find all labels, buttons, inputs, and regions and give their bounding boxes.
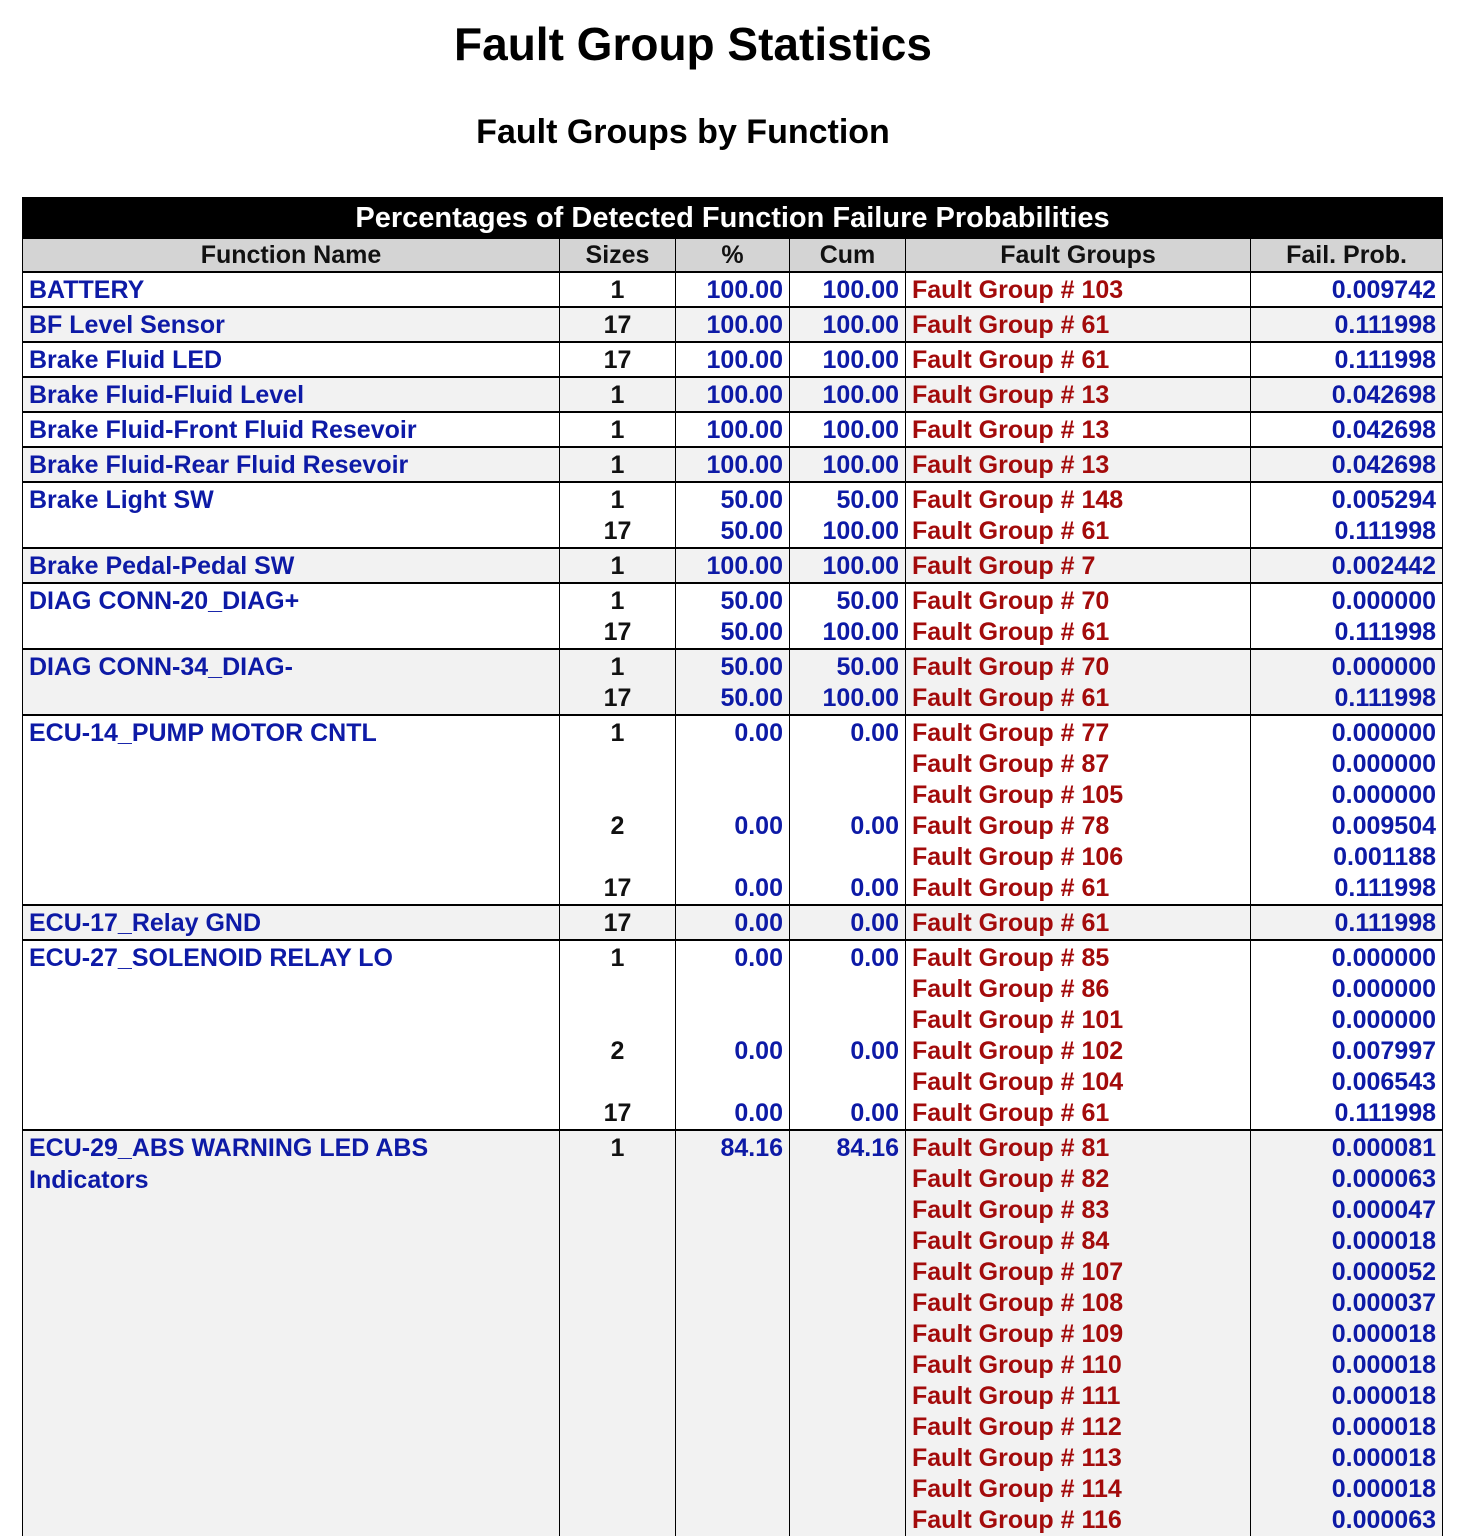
function-name-cell: Brake Fluid-Rear Fluid Resevoir xyxy=(23,447,560,482)
size-cell xyxy=(560,749,676,780)
cum-cell: 0.00 xyxy=(790,940,906,974)
function-name-cell: DIAG CONN-34_DIAG- xyxy=(23,649,560,715)
size-cell: 1 xyxy=(560,649,676,683)
cum-cell: 100.00 xyxy=(790,683,906,715)
fail-prob-cell: 0.000000 xyxy=(1251,649,1443,683)
percent-cell: 50.00 xyxy=(676,683,790,715)
header-function-name: Function Name xyxy=(23,239,560,273)
fail-prob-cell: 0.000081 xyxy=(1251,1130,1443,1164)
fault-group-cell: Fault Group # 87 xyxy=(906,749,1251,780)
size-cell: 2 xyxy=(560,811,676,842)
fault-group-cell: Fault Group # 13 xyxy=(906,447,1251,482)
percent-cell xyxy=(676,842,790,873)
fail-prob-cell: 0.042698 xyxy=(1251,447,1443,482)
size-cell xyxy=(560,974,676,1005)
cum-cell: 0.00 xyxy=(790,1098,906,1130)
fault-group-cell: Fault Group # 7 xyxy=(906,548,1251,583)
fail-prob-cell: 0.000000 xyxy=(1251,780,1443,811)
percent-cell: 100.00 xyxy=(676,342,790,377)
cum-cell: 0.00 xyxy=(790,1036,906,1067)
percent-cell: 50.00 xyxy=(676,482,790,516)
fault-group-cell: Fault Group # 77 xyxy=(906,715,1251,749)
table-row xyxy=(23,307,1443,342)
percent-cell xyxy=(676,1226,790,1257)
percent-cell: 0.00 xyxy=(676,1036,790,1067)
percent-cell xyxy=(676,1381,790,1412)
table-row xyxy=(23,715,1443,749)
cum-cell: 100.00 xyxy=(790,617,906,649)
size-cell: 1 xyxy=(560,1130,676,1164)
fault-group-cell: Fault Group # 105 xyxy=(906,780,1251,811)
fault-group-cell: Fault Group # 70 xyxy=(906,583,1251,617)
percent-cell: 100.00 xyxy=(676,412,790,447)
percent-cell: 50.00 xyxy=(676,617,790,649)
table-row xyxy=(23,482,1443,516)
fault-group-cell: Fault Group # 108 xyxy=(906,1288,1251,1319)
function-name-cell: Brake Pedal-Pedal SW xyxy=(23,548,560,583)
size-cell xyxy=(560,1195,676,1226)
cum-cell: 100.00 xyxy=(790,516,906,548)
size-cell: 1 xyxy=(560,548,676,583)
fail-prob-cell: 0.000000 xyxy=(1251,940,1443,974)
table-banner: Percentages of Detected Function Failure Probabilities xyxy=(23,198,1443,239)
fault-group-cell: Fault Group # 101 xyxy=(906,1005,1251,1036)
cum-cell xyxy=(790,1067,906,1098)
fault-group-cell: Fault Group # 85 xyxy=(906,940,1251,974)
fault-group-cell: Fault Group # 61 xyxy=(906,307,1251,342)
percent-cell: 100.00 xyxy=(676,447,790,482)
percent-cell: 0.00 xyxy=(676,1098,790,1130)
fault-group-cell: Fault Group # 84 xyxy=(906,1226,1251,1257)
fault-group-cell: Fault Group # 112 xyxy=(906,1412,1251,1443)
size-cell xyxy=(560,1164,676,1195)
fail-prob-cell: 0.111998 xyxy=(1251,1098,1443,1130)
function-name-cell: BATTERY xyxy=(23,272,560,307)
fail-prob-cell: 0.009504 xyxy=(1251,811,1443,842)
cum-cell xyxy=(790,1381,906,1412)
percent-cell: 50.00 xyxy=(676,516,790,548)
size-cell: 17 xyxy=(560,342,676,377)
size-cell: 1 xyxy=(560,272,676,307)
percent-cell: 0.00 xyxy=(676,873,790,905)
percent-cell: 0.00 xyxy=(676,905,790,940)
fail-prob-cell: 0.111998 xyxy=(1251,683,1443,715)
fault-group-cell: Fault Group # 111 xyxy=(906,1381,1251,1412)
fail-prob-cell: 0.000047 xyxy=(1251,1195,1443,1226)
size-cell xyxy=(560,1319,676,1350)
size-cell xyxy=(560,780,676,811)
percent-cell xyxy=(676,1195,790,1226)
cum-cell: 0.00 xyxy=(790,873,906,905)
size-cell: 17 xyxy=(560,905,676,940)
percent-cell xyxy=(676,1164,790,1195)
fail-prob-cell: 0.000018 xyxy=(1251,1474,1443,1505)
function-name-cell: Brake Fluid LED xyxy=(23,342,560,377)
function-name-cell: Brake Fluid-Front Fluid Resevoir xyxy=(23,412,560,447)
function-name-cell: ECU-27_SOLENOID RELAY LO xyxy=(23,940,560,1130)
size-cell: 1 xyxy=(560,412,676,447)
cum-cell xyxy=(790,1195,906,1226)
size-cell: 2 xyxy=(560,1036,676,1067)
size-cell: 17 xyxy=(560,1098,676,1130)
cum-cell xyxy=(790,1257,906,1288)
cum-cell xyxy=(790,842,906,873)
cum-cell xyxy=(790,749,906,780)
function-name-cell: Brake Fluid-Fluid Level xyxy=(23,377,560,412)
cum-cell: 100.00 xyxy=(790,272,906,307)
cum-cell: 50.00 xyxy=(790,649,906,683)
fault-group-cell: Fault Group # 61 xyxy=(906,683,1251,715)
size-cell: 1 xyxy=(560,715,676,749)
fault-group-cell: Fault Group # 107 xyxy=(906,1257,1251,1288)
page-subtitle: Fault Groups by Function xyxy=(476,113,890,151)
fault-group-cell: Fault Group # 106 xyxy=(906,842,1251,873)
size-cell xyxy=(560,1474,676,1505)
percent-cell xyxy=(676,974,790,1005)
percent-cell xyxy=(676,780,790,811)
header-cum: Cum xyxy=(790,239,906,273)
table-row xyxy=(23,649,1443,683)
fail-prob-cell: 0.000018 xyxy=(1251,1381,1443,1412)
cum-cell: 100.00 xyxy=(790,307,906,342)
header-sizes: Sizes xyxy=(560,239,676,273)
header-percent: % xyxy=(676,239,790,273)
cum-cell: 100.00 xyxy=(790,342,906,377)
percent-cell xyxy=(676,1319,790,1350)
fail-prob-cell: 0.000000 xyxy=(1251,583,1443,617)
fail-prob-cell: 0.000000 xyxy=(1251,1005,1443,1036)
fault-group-cell: Fault Group # 78 xyxy=(906,811,1251,842)
cum-cell xyxy=(790,1350,906,1381)
percent-cell xyxy=(676,1443,790,1474)
fault-group-cell: Fault Group # 109 xyxy=(906,1319,1251,1350)
fail-prob-cell: 0.000018 xyxy=(1251,1319,1443,1350)
table-row xyxy=(23,940,1443,974)
fault-group-cell: Fault Group # 103 xyxy=(906,272,1251,307)
fail-prob-cell: 0.005294 xyxy=(1251,482,1443,516)
percent-cell xyxy=(676,1350,790,1381)
table-row xyxy=(23,548,1443,583)
fail-prob-cell: 0.000063 xyxy=(1251,1505,1443,1536)
fault-group-cell: Fault Group # 61 xyxy=(906,873,1251,905)
size-cell: 17 xyxy=(560,307,676,342)
percent-cell xyxy=(676,1474,790,1505)
percent-cell: 0.00 xyxy=(676,940,790,974)
table-body xyxy=(23,272,1443,1536)
fault-group-cell: Fault Group # 61 xyxy=(906,1098,1251,1130)
size-cell xyxy=(560,1226,676,1257)
fault-group-cell: Fault Group # 61 xyxy=(906,617,1251,649)
size-cell xyxy=(560,1005,676,1036)
percent-cell xyxy=(676,1288,790,1319)
cum-cell: 0.00 xyxy=(790,715,906,749)
table-row xyxy=(23,342,1443,377)
cum-cell xyxy=(790,1164,906,1195)
size-cell xyxy=(560,1443,676,1474)
table-row xyxy=(23,377,1443,412)
fault-group-cell: Fault Group # 13 xyxy=(906,377,1251,412)
fail-prob-cell: 0.111998 xyxy=(1251,873,1443,905)
table-row xyxy=(23,583,1443,617)
percent-cell: 0.00 xyxy=(676,811,790,842)
cum-cell xyxy=(790,1443,906,1474)
percent-cell: 84.16 xyxy=(676,1130,790,1164)
size-cell xyxy=(560,1381,676,1412)
cum-cell: 0.00 xyxy=(790,811,906,842)
fault-group-cell: Fault Group # 81 xyxy=(906,1130,1251,1164)
table-row xyxy=(23,905,1443,940)
percent-cell xyxy=(676,1257,790,1288)
function-name-cell: ECU-29_ABS WARNING LED ABS Indicators xyxy=(23,1130,560,1536)
fail-prob-cell: 0.111998 xyxy=(1251,905,1443,940)
function-name-cell: DIAG CONN-20_DIAG+ xyxy=(23,583,560,649)
percent-cell xyxy=(676,1412,790,1443)
function-name-cell: Brake Light SW xyxy=(23,482,560,548)
fault-group-cell: Fault Group # 102 xyxy=(906,1036,1251,1067)
function-probability-table xyxy=(22,197,1443,1536)
cum-cell: 100.00 xyxy=(790,447,906,482)
percent-cell: 100.00 xyxy=(676,307,790,342)
fail-prob-cell: 0.007997 xyxy=(1251,1036,1443,1067)
fault-group-cell: Fault Group # 116 xyxy=(906,1505,1251,1536)
table-header-row xyxy=(23,239,1443,273)
fail-prob-cell: 0.000000 xyxy=(1251,715,1443,749)
fault-group-cell: Fault Group # 110 xyxy=(906,1350,1251,1381)
cum-cell xyxy=(790,1005,906,1036)
cum-cell xyxy=(790,1505,906,1536)
fault-group-cell: Fault Group # 61 xyxy=(906,342,1251,377)
cum-cell: 84.16 xyxy=(790,1130,906,1164)
fault-group-cell: Fault Group # 83 xyxy=(906,1195,1251,1226)
fault-group-cell: Fault Group # 113 xyxy=(906,1443,1251,1474)
fault-group-cell: Fault Group # 13 xyxy=(906,412,1251,447)
fail-prob-cell: 0.000018 xyxy=(1251,1412,1443,1443)
size-cell: 17 xyxy=(560,873,676,905)
fail-prob-cell: 0.006543 xyxy=(1251,1067,1443,1098)
size-cell: 1 xyxy=(560,447,676,482)
size-cell xyxy=(560,1505,676,1536)
cum-cell: 100.00 xyxy=(790,548,906,583)
size-cell: 1 xyxy=(560,377,676,412)
percent-cell xyxy=(676,1067,790,1098)
cum-cell xyxy=(790,1226,906,1257)
percent-cell: 100.00 xyxy=(676,548,790,583)
fail-prob-cell: 0.000018 xyxy=(1251,1226,1443,1257)
size-cell xyxy=(560,1350,676,1381)
function-name-cell: ECU-17_Relay GND xyxy=(23,905,560,940)
size-cell xyxy=(560,842,676,873)
cum-cell: 50.00 xyxy=(790,482,906,516)
size-cell: 17 xyxy=(560,516,676,548)
cum-cell xyxy=(790,1474,906,1505)
size-cell xyxy=(560,1412,676,1443)
table-row xyxy=(23,447,1443,482)
cum-cell xyxy=(790,974,906,1005)
size-cell: 17 xyxy=(560,683,676,715)
fault-group-cell: Fault Group # 114 xyxy=(906,1474,1251,1505)
size-cell xyxy=(560,1257,676,1288)
cum-cell: 50.00 xyxy=(790,583,906,617)
percent-cell: 50.00 xyxy=(676,649,790,683)
fault-group-cell: Fault Group # 70 xyxy=(906,649,1251,683)
fail-prob-cell: 0.000018 xyxy=(1251,1443,1443,1474)
percent-cell xyxy=(676,1005,790,1036)
table-row xyxy=(23,1130,1443,1164)
function-name-cell: ECU-14_PUMP MOTOR CNTL xyxy=(23,715,560,905)
fault-group-cell: Fault Group # 148 xyxy=(906,482,1251,516)
table-row xyxy=(23,272,1443,307)
page-title: Fault Group Statistics xyxy=(454,18,932,70)
cum-cell xyxy=(790,1288,906,1319)
cum-cell: 100.00 xyxy=(790,412,906,447)
fail-prob-cell: 0.111998 xyxy=(1251,516,1443,548)
cum-cell: 0.00 xyxy=(790,905,906,940)
percent-cell: 50.00 xyxy=(676,583,790,617)
fault-group-cell: Fault Group # 82 xyxy=(906,1164,1251,1195)
fail-prob-cell: 0.111998 xyxy=(1251,617,1443,649)
function-name-cell: BF Level Sensor xyxy=(23,307,560,342)
size-cell xyxy=(560,1067,676,1098)
fail-prob-cell: 0.000052 xyxy=(1251,1257,1443,1288)
fail-prob-cell: 0.001188 xyxy=(1251,842,1443,873)
size-cell: 17 xyxy=(560,617,676,649)
size-cell: 1 xyxy=(560,940,676,974)
fault-group-cell: Fault Group # 61 xyxy=(906,905,1251,940)
header-fault-groups: Fault Groups xyxy=(906,239,1251,273)
size-cell xyxy=(560,1288,676,1319)
table-row xyxy=(23,412,1443,447)
cum-cell xyxy=(790,1412,906,1443)
cum-cell: 100.00 xyxy=(790,377,906,412)
size-cell: 1 xyxy=(560,482,676,516)
fail-prob-cell: 0.000037 xyxy=(1251,1288,1443,1319)
fail-prob-cell: 0.002442 xyxy=(1251,548,1443,583)
percent-cell: 0.00 xyxy=(676,715,790,749)
fail-prob-cell: 0.042698 xyxy=(1251,412,1443,447)
fault-group-cell: Fault Group # 104 xyxy=(906,1067,1251,1098)
cum-cell xyxy=(790,780,906,811)
fail-prob-cell: 0.000018 xyxy=(1251,1350,1443,1381)
percent-cell xyxy=(676,1505,790,1536)
fail-prob-cell: 0.009742 xyxy=(1251,272,1443,307)
cum-cell xyxy=(790,1319,906,1350)
fail-prob-cell: 0.000000 xyxy=(1251,749,1443,780)
fail-prob-cell: 0.111998 xyxy=(1251,342,1443,377)
size-cell: 1 xyxy=(560,583,676,617)
fail-prob-cell: 0.111998 xyxy=(1251,307,1443,342)
percent-cell xyxy=(676,749,790,780)
fault-group-cell: Fault Group # 61 xyxy=(906,516,1251,548)
header-fail-prob: Fail. Prob. xyxy=(1251,239,1443,273)
fail-prob-cell: 0.000063 xyxy=(1251,1164,1443,1195)
fault-group-cell: Fault Group # 86 xyxy=(906,974,1251,1005)
fail-prob-cell: 0.042698 xyxy=(1251,377,1443,412)
percent-cell: 100.00 xyxy=(676,377,790,412)
fail-prob-cell: 0.000000 xyxy=(1251,974,1443,1005)
percent-cell: 100.00 xyxy=(676,272,790,307)
